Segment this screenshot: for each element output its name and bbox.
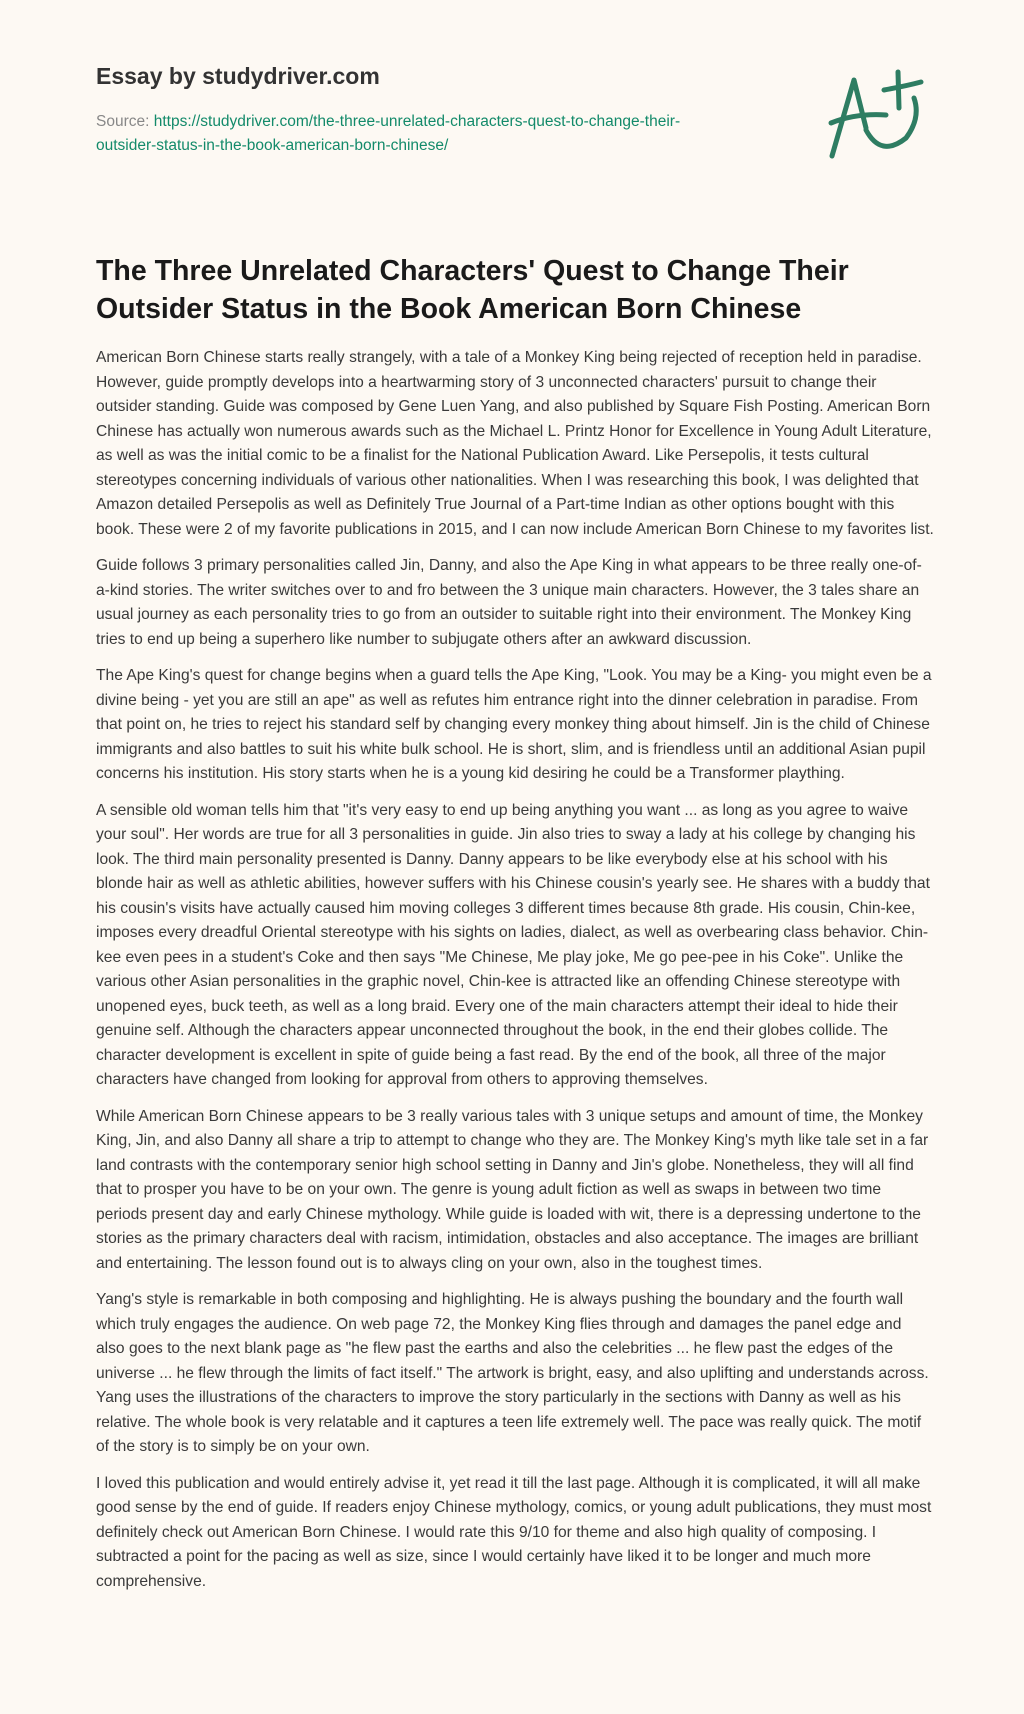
paragraph: American Born Chinese starts really strangely, with a tale of a Monkey King being rejected of reception held in paradise. However, guide promptly develops into a heartwarming story of 3 unconnected characters' pursuit to change their outsider standing. Guide was composed by Gene Luen Yang, and also published by Square Fish Posting. American Born Chinese has actually won numerous awards such as the Michael L. Printz Honor for Excellence in Young Adult Literature, as well as was the initial comic to be a finalist for the National Publication Award. Like Persepolis, it tests cultural stereotypes concerning individuals of various other nationalities. When I was researching this book, I was delighted that Amazon detailed Persepolis as well as Definitely True Journal of a Part-time Indian as other options bought with this book. These were 2 of my favorite publications in 2015, and I can now include American Born Chinese to my favorites list. [96, 349, 934, 538]
paragraph: Yang's style is remarkable in both composing and highlighting. He is always pushing the boundary and the fourth wall which truly engages the audience. On web page 72, the Monkey King flies through and damages the panel edge and also goes to the next blank page as "he flew past the earths and also the celebrities ... he flew past the edges of the universe ... he flew through the limits of fact itself." The artwork is bright, easy, and also uplifting and understands across. Yang uses the illustrations of the characters to improve the story particularly in the sections with Danny as well as his relative. The whole book is very relatable and it captures a teen life extremely well. The pace was really quick. The motif of the story is to simply be on your own. [96, 1291, 929, 1455]
source-line [96, 110, 736, 158]
essay-body [96, 346, 934, 1606]
paragraph: While American Born Chinese appears to be 3 really various tales with 3 unique setups and amount of time, the Monkey King, Jin, and also Danny all share a trip to attempt to change who they are. The Monkey King's myth like tale set in a far land contrasts with the contemporary senior high school setting in Danny and Jin's globe. Nonetheless, they will all find that to prosper you have to be on your own. The genre is young adult fiction as well as swaps in between two time periods present day and early Chinese mythology. While guide is loaded with wit, there is a depressing undertone to the stories as the primary characters deal with racism, intimidation, obstacles and also acceptance. The images are brilliant and entertaining. The lesson found out is to always cling on your own, also in the toughest times. [96, 1107, 929, 1272]
source-link[interactable]: https://studydriver.com/the-three-unrelated-characters-quest-to-change-their-outsider-status-in-the-book-american-born-chinese/ [96, 113, 681, 154]
site-brand: Essay by studydriver.com [96, 63, 380, 89]
a-plus-logo-icon [826, 68, 926, 164]
essay-title: The Three Unrelated Characters' Quest to Change Their Outsider Status in the Book American Born Chinese [96, 255, 849, 325]
source-label: Source: [96, 113, 154, 130]
paragraph: A sensible old woman tells him that "it's very easy to end up being anything you want ... as long as you agree to waive your soul". Her words are true for all 3 personalities in guide. Jin also tries to sway a lady at his college by changing his look. The third main personality presented is Danny. Danny appears to be like everybody else at his school with his blonde hair as well as athletic abilities, however suffers with his Chinese cousin's yearly see. He shares with a buddy that his cousin's visits have actually caused him moving colleges 3 different times because 8th grade. His cousin, Chin-kee, imposes every dreadful Oriental stereotype with his sights on ladies, dialect, as well as overbearing class behavior. Chin-kee even pees in a student's Coke and then says "Me Chinese, Me play joke, Me go pee-pee in his Coke". Unlike the various other Asian personalities in the graphic novel, Chin-kee is attracted like an offending Chinese stereotype with unopened eyes, buck teeth, as well as a long braid. Every one of the main characters attempt their ideal to hide their genuine self. Although the characters appear unconnected throughout the book, in the end their globes collide. The character development is excellent in spite of guide being a fast read. By the end of the book, all three of the major characters have changed from looking for approval from others to approving themselves. [96, 801, 930, 1088]
paragraph: I loved this publication and would entirely advise it, yet read it till the last page. Although it is complicated, it will all make good sense by the end of guide. If readers enjoy Chinese mythology, comics, or young adult publications, they must most definitely check out American Born Chinese. I would rate this 9/10 for theme and also high quality of composing. I subtracted a point for the pacing as well as size, since I would certainly have liked it to be longer and much more comprehensive. [96, 1474, 932, 1590]
essay-header [96, 60, 736, 158]
paragraph: Guide follows 3 primary personalities called Jin, Danny, and also the Ape King in what appears to be three really one-of-a-kind stories. The writer switches over to and fro between the 3 unique main characters. However, the 3 tales share an usual journey as each personality tries to go from an outsider to suitable right into their environment. The Monkey King tries to end up being a superhero like number to subjugate others after an awkward discussion. [96, 557, 922, 648]
paragraph: The Ape King's quest for change begins when a guard tells the Ape King, "Look. You may be a King- you might even be a divine being - yet you are still an ape" as well as refutes him entrance right into the dinner celebration in paradise. From that point on, he tries to reject his standard self by changing every monkey thing about himself. Jin is the child of Chinese immigrants and also battles to suit his white bulk school. He is short, slim, and is friendless until an additional Asian pupil concerns his institution. His story starts when he is a young kid desiring he could be a Transformer plaything. [96, 667, 932, 782]
